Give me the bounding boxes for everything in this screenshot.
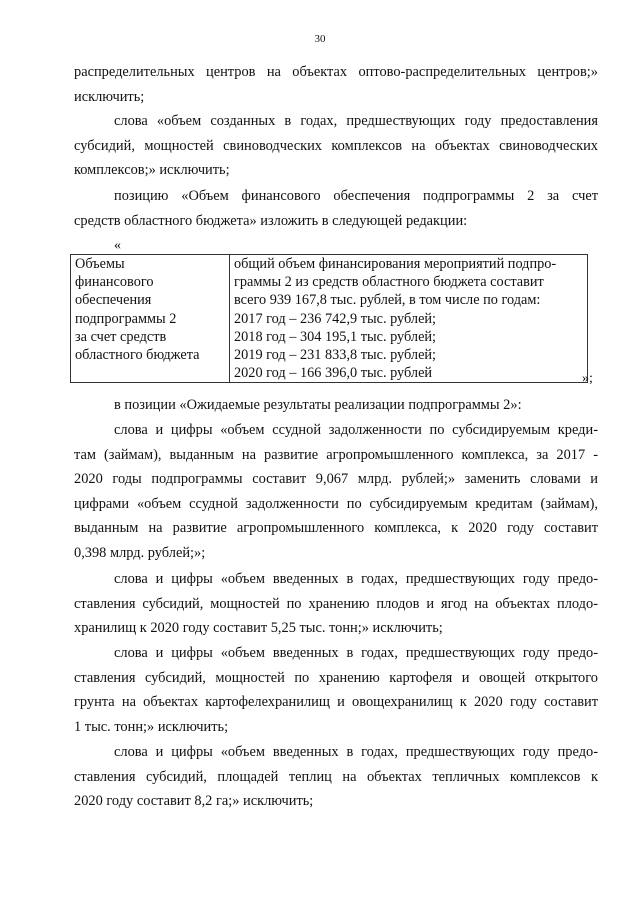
text-line: слова и цифры «объем введенных в годах, предшествующих году предо-: [114, 645, 598, 661]
paragraph-6: [74, 567, 598, 641]
table-row: [71, 255, 588, 383]
table-cell-label: [71, 255, 230, 383]
text-line: там (займам), выданным на развитие агропромышленного комплекса, за 2017 -: [74, 446, 598, 463]
paragraph-2: [74, 109, 598, 183]
text-line: комплексов;» исключить;: [74, 162, 230, 179]
text-line: слова «объем созданных в годах, предшествующих году предоставления: [114, 113, 598, 129]
cell-line: Объемы: [75, 256, 125, 272]
text-line: ставления субсидий, мощностей по хранению плодов и ягод на объектах плодо-: [74, 595, 598, 612]
text-line: распределительных центров на объектах оптово-распределительных центров;»: [74, 64, 598, 80]
paragraph-7: [74, 641, 598, 739]
text-line: хранилищ к 2020 году составит 5,25 тыс. тонн;» исключить;: [74, 620, 443, 637]
financing-table: [70, 254, 588, 383]
text-line: 2020 году составит 8,2 га;» исключить;: [74, 793, 314, 810]
paragraph-8: [74, 740, 598, 814]
text-line: 0,398 млрд. рублей;»;: [74, 544, 206, 561]
text-line: субсидий, мощностей свиноводческих комплексов на объектах свиноводческих: [74, 137, 598, 154]
text-line: грунта на объектах картофелехранилищ и овощехранилищ к 2020 году составит: [74, 694, 598, 711]
text-line: позицию «Объем финансового обеспечения подпрограммы 2 за счет: [114, 188, 598, 204]
text-line: 2020 годы подпрограммы составит 9,067 млрд. рублей;» заменить словами и: [74, 471, 598, 488]
text-line: слова и цифры «объем введенных в годах, предшествующих году предо-: [114, 744, 598, 760]
cell-line: общий объем финансирования мероприятий подпро-: [234, 256, 557, 272]
text-line: исключить;: [74, 88, 145, 105]
paragraph-5: [74, 418, 598, 566]
cell-line: финансового: [75, 274, 154, 291]
cell-line: 2019 год – 231 833,8 тыс. рублей;: [234, 347, 437, 364]
text-line: в позиции «Ожидаемые результаты реализации подпрограммы 2»:: [114, 397, 522, 413]
text-line: ставления субсидий, площадей теплиц на объектах тепличных комплексов к: [74, 768, 598, 785]
cell-line: 2017 год – 236 742,9 тыс. рублей;: [234, 310, 437, 327]
cell-line: за счет средств: [75, 328, 167, 345]
table-cell-value: [230, 255, 588, 383]
page-number: 30: [314, 33, 326, 45]
cell-line: подпрограммы 2: [75, 310, 177, 327]
text-line: слова и цифры «объем ссудной задолженности по субсидируемым креди-: [114, 422, 598, 438]
cell-line: 2020 год – 166 396,0 тыс. рублей: [234, 365, 433, 382]
opening-quote: «: [114, 238, 121, 253]
cell-line: всего 939 167,8 тыс. рублей, в том числе по годам:: [234, 292, 541, 309]
text-line: цифрами «объем ссудной задолженности по субсидируемым кредитам (займам),: [74, 495, 598, 512]
cell-line: обеспечения: [75, 292, 152, 309]
cell-line: граммы 2 из средств областного бюджета составит: [234, 274, 544, 291]
text-line: средств областного бюджета» изложить в следующей редакции:: [74, 212, 468, 229]
paragraph-1: [74, 60, 598, 109]
paragraph-4: [74, 393, 598, 418]
closing-quote: »;: [582, 371, 593, 386]
text-line: слова и цифры «объем введенных в годах, предшествующих году предо-: [114, 571, 598, 587]
text-line: 1 тыс. тонн;» исключить;: [74, 718, 229, 735]
cell-line: областного бюджета: [75, 347, 200, 364]
text-line: выданным на развитие агропромышленного комплекса, к 2020 году составит: [74, 520, 598, 537]
text-line: ставления субсидий, мощностей по хранению картофеля и овощей открытого: [74, 669, 598, 686]
cell-line: 2018 год – 304 195,1 тыс. рублей;: [234, 328, 437, 345]
paragraph-3: [74, 184, 598, 233]
